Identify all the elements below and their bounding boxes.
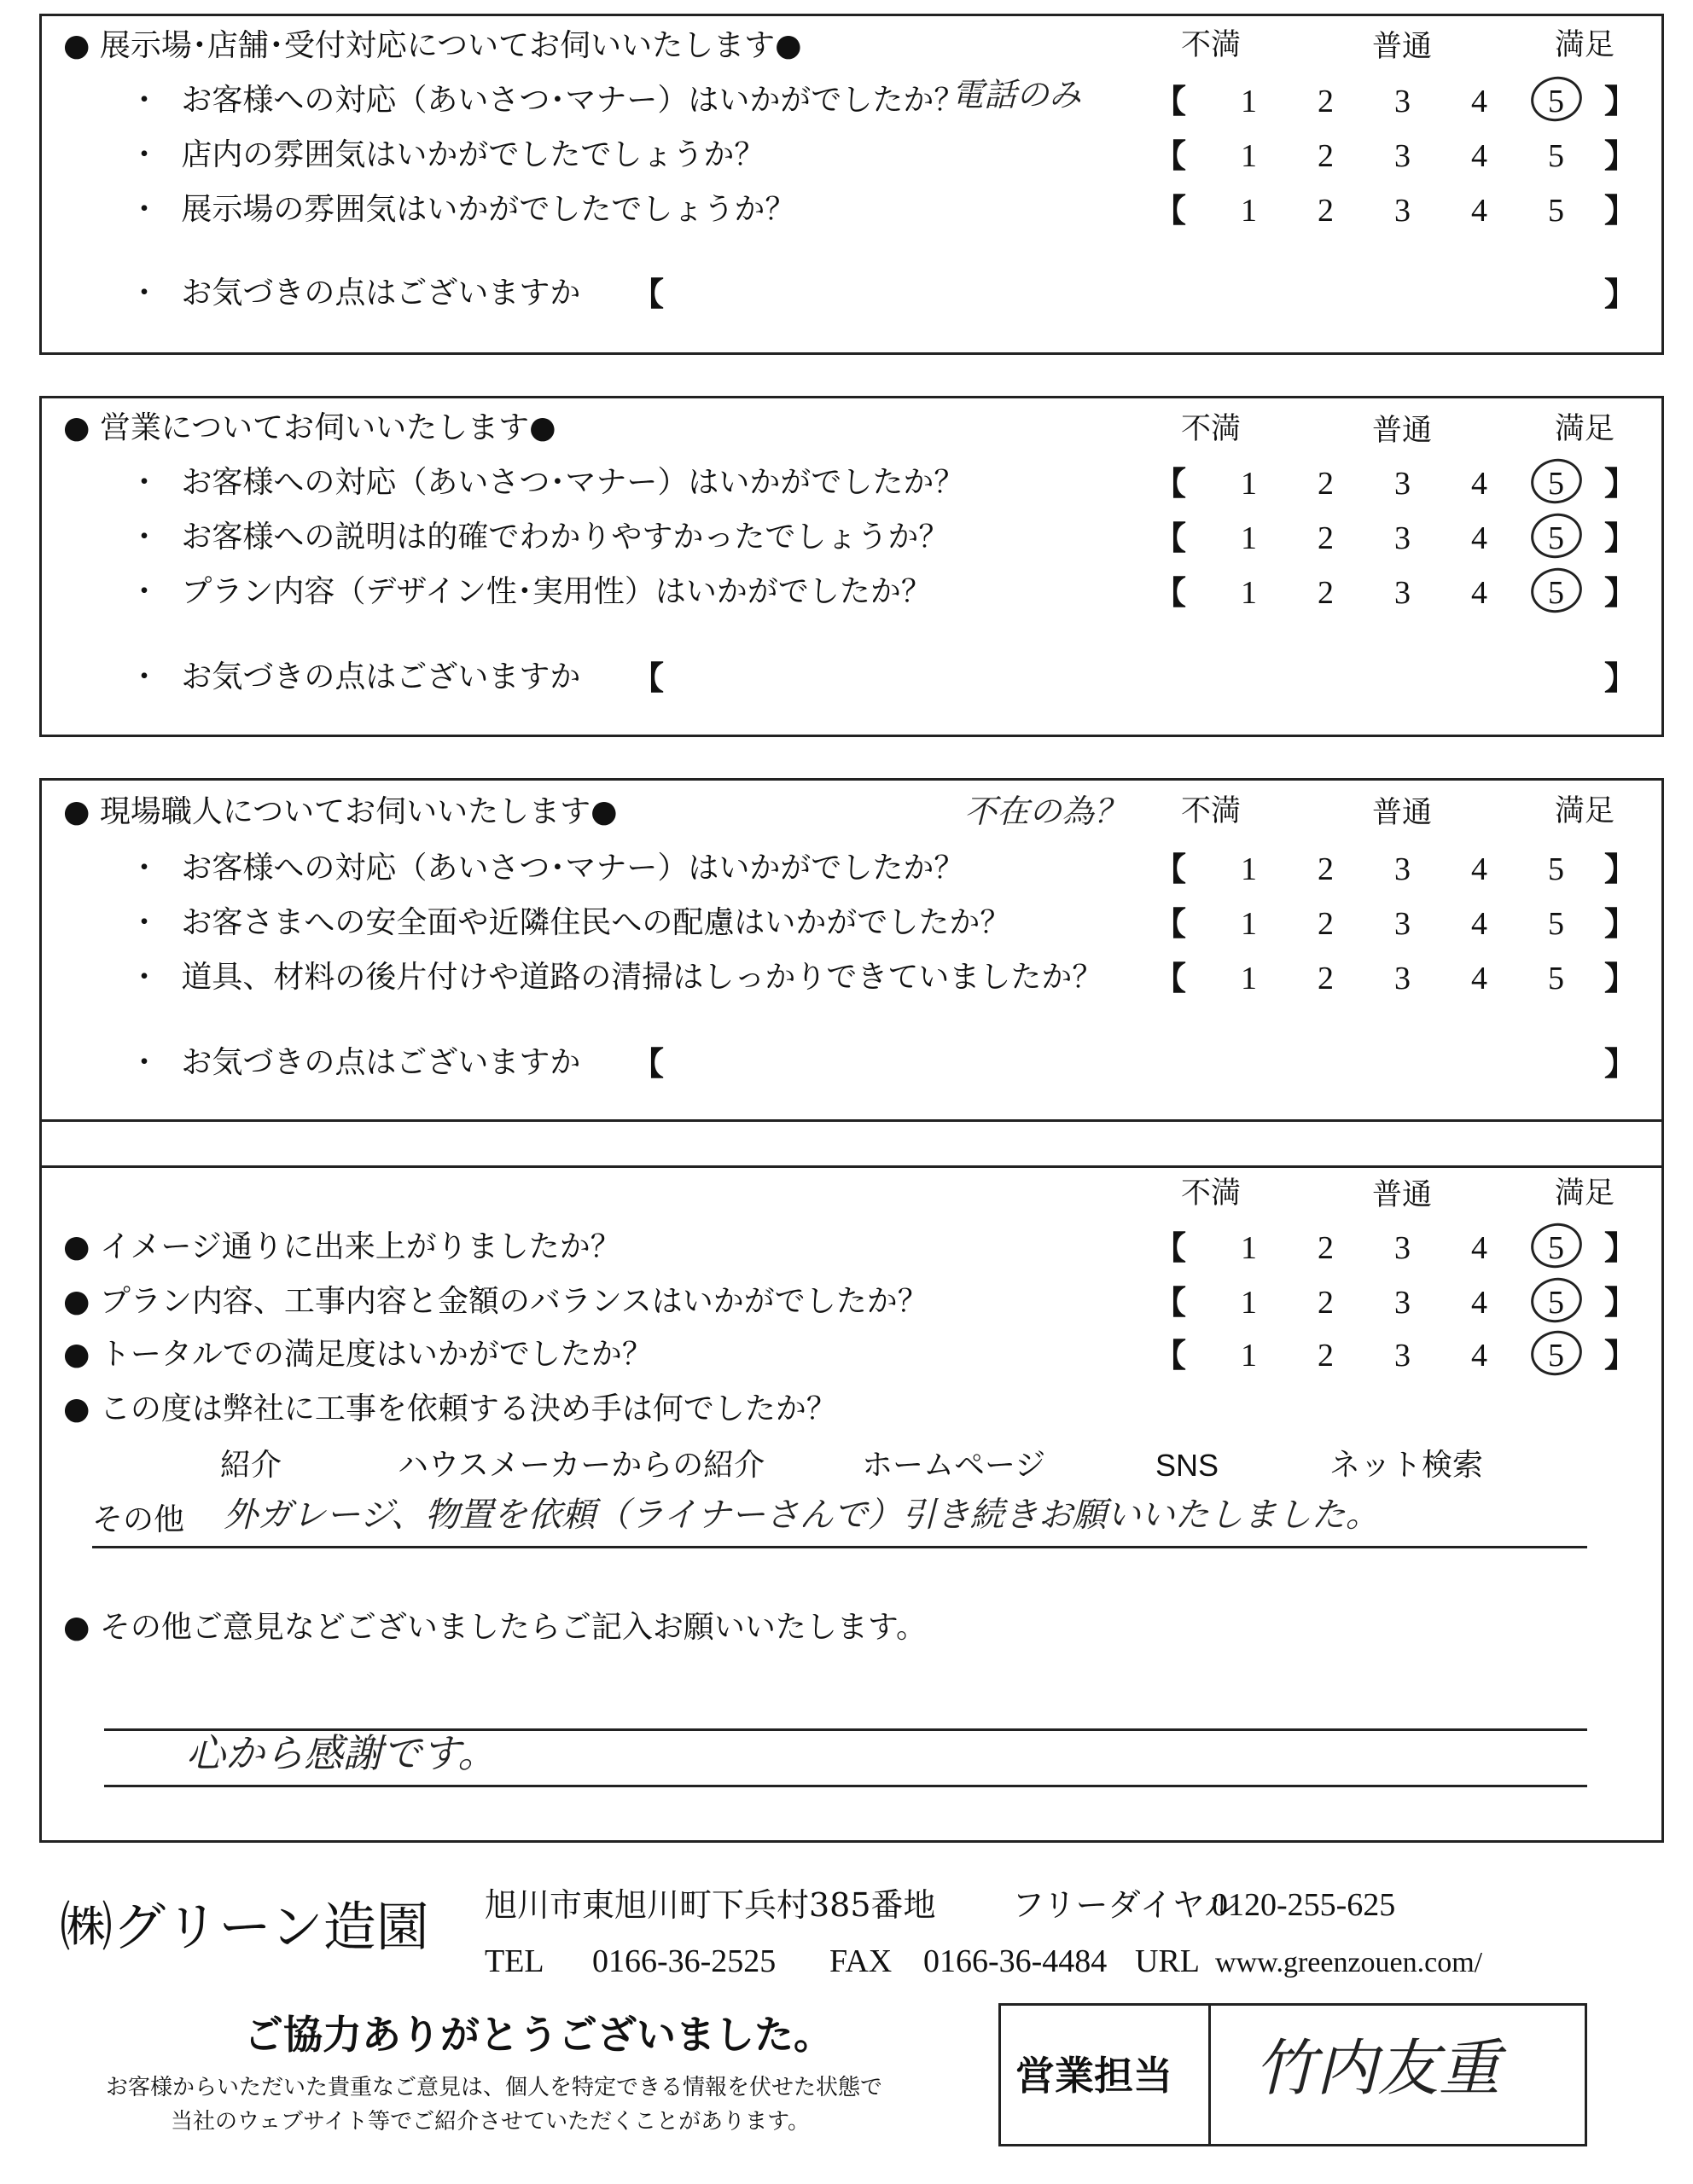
- rating-option-4: 4: [1471, 520, 1487, 556]
- question-text: ● イメージ通りに出来上がりましたか？: [63, 1229, 621, 1264]
- rating-option-5: 5: [1548, 138, 1564, 174]
- scale-high-label: 満足: [1555, 1176, 1615, 1211]
- rating-option-2: 2: [1318, 1338, 1334, 1374]
- question-text: ･ 店内の雰囲気はいかがでしたでしょうか？: [137, 137, 765, 172]
- scale-low-label: 不満: [1181, 1176, 1242, 1211]
- comment-bracket-open: 【: [631, 1044, 665, 1083]
- fax-number: 0166-36-4484: [923, 1943, 1108, 1979]
- rating-option-4: 4: [1471, 906, 1487, 942]
- tel-number: 0166-36-2525: [592, 1943, 777, 1979]
- scale-mid-label: 普通: [1372, 1178, 1433, 1212]
- handwritten-note: 不在の為？: [964, 793, 1127, 830]
- thanks-message: ご協力ありがとうございました。: [244, 2012, 833, 2058]
- question-text: ● その他ご意見などございましたらご記入お願いいたします。: [63, 1610, 927, 1645]
- rating-option-2: 2: [1318, 84, 1334, 119]
- rating-option-1: 1: [1241, 1338, 1257, 1374]
- comment-bracket-close: 】: [1604, 1044, 1638, 1083]
- rating-option-1: 1: [1241, 193, 1257, 229]
- rating-option-5: 5: [1548, 84, 1564, 119]
- rating-option-3: 3: [1394, 961, 1411, 996]
- disclaimer-line: 当社のウェブサイト等でご紹介させていただくことがあります。: [171, 2109, 811, 2135]
- freedial-number: 0120-255-625: [1212, 1887, 1396, 1923]
- comment-bracket-open: 【: [631, 659, 665, 697]
- question-text: ● プラン内容、工事内容と金額のバランスはいかがでしたか？: [63, 1284, 928, 1319]
- other-label: その他: [92, 1502, 185, 1537]
- scale-mid-label: 普通: [1372, 414, 1433, 448]
- question-text: ･ 展示場の雰囲気はいかがでしたでしょうか？: [137, 192, 796, 227]
- rating-option-1: 1: [1241, 851, 1257, 887]
- decision-option: ホームページ: [862, 1448, 1046, 1483]
- rating-option-1: 1: [1241, 84, 1257, 119]
- scale-high-label: 満足: [1555, 28, 1615, 62]
- rating-bracket-open: 【: [1154, 82, 1187, 120]
- rating-bracket-open: 【: [1154, 959, 1187, 997]
- rating-bracket-close: 】: [1604, 1283, 1638, 1321]
- question-text: ･ お客様への対応（あいさつ･マナー）はいかがでしたか？: [137, 851, 965, 886]
- other-answer: 外ガレージ、物置を依頼（ライナーさんで）引き続きお願いいたしました。: [224, 1496, 1380, 1535]
- question-text: ･ お客様への対応（あいさつ･マナー）はいかがでしたか？: [137, 83, 965, 118]
- rating-option-2: 2: [1318, 193, 1334, 229]
- decision-option: ハウスメーカーからの紹介: [398, 1448, 765, 1483]
- decision-option: SNS: [1155, 1448, 1219, 1483]
- rating-option-5: 5: [1548, 961, 1564, 996]
- rating-bracket-close: 】: [1604, 1336, 1638, 1374]
- rating-option-2: 2: [1318, 961, 1334, 996]
- freedial-label: フリーダイヤル: [1012, 1886, 1237, 1924]
- section-heading: ● 展示場･店舗･受付対応についてお伺いいたします●: [63, 28, 802, 63]
- rating-option-2: 2: [1318, 520, 1334, 556]
- rating-option-1: 1: [1241, 520, 1257, 556]
- rating-option-2: 2: [1318, 1230, 1334, 1266]
- decision-option: 紹介: [220, 1448, 282, 1483]
- scale-mid-label: 普通: [1372, 796, 1433, 830]
- staff-label: 営業担当: [1015, 2053, 1172, 2099]
- rating-option-3: 3: [1394, 193, 1411, 229]
- company-name: ㈱グリーン造園: [60, 1896, 429, 1958]
- rating-option-5: 5: [1548, 466, 1564, 502]
- rating-option-5: 5: [1548, 906, 1564, 942]
- rating-option-2: 2: [1318, 906, 1334, 942]
- rating-option-3: 3: [1394, 575, 1411, 611]
- rating-bracket-open: 【: [1154, 1336, 1187, 1374]
- question-text: ･ 道具、材料の後片付けや道路の清掃はしっかりできていましたか？: [137, 960, 1103, 995]
- rating-bracket-open: 【: [1154, 519, 1187, 557]
- rating-option-1: 1: [1241, 466, 1257, 502]
- rating-option-4: 4: [1471, 84, 1487, 119]
- rating-option-3: 3: [1394, 1338, 1411, 1374]
- rating-option-5: 5: [1548, 851, 1564, 887]
- opinion-line: [104, 1785, 1587, 1787]
- section-divider: [39, 1165, 1664, 1168]
- rating-option-5: 5: [1548, 575, 1564, 611]
- rating-bracket-open: 【: [1154, 191, 1187, 229]
- rating-option-3: 3: [1394, 84, 1411, 119]
- rating-option-2: 2: [1318, 466, 1334, 502]
- rating-option-3: 3: [1394, 520, 1411, 556]
- rating-option-3: 3: [1394, 851, 1411, 887]
- rating-option-3: 3: [1394, 466, 1411, 502]
- other-answer-line: [92, 1546, 1587, 1548]
- rating-bracket-open: 【: [1154, 136, 1187, 175]
- rating-option-4: 4: [1471, 1338, 1487, 1374]
- rating-bracket-close: 】: [1604, 850, 1638, 888]
- rating-option-5: 5: [1548, 193, 1564, 229]
- comment-bracket-close: 】: [1604, 275, 1638, 313]
- scale-low-label: 不満: [1181, 412, 1242, 446]
- rating-option-3: 3: [1394, 906, 1411, 942]
- question-text: ● トータルでの満足度はいかがでしたか？: [63, 1337, 653, 1372]
- rating-option-4: 4: [1471, 851, 1487, 887]
- comment-bracket-close: 】: [1604, 659, 1638, 697]
- rating-bracket-close: 】: [1604, 959, 1638, 997]
- rating-bracket-open: 【: [1154, 1283, 1187, 1321]
- rating-bracket-close: 】: [1604, 519, 1638, 557]
- rating-option-1: 1: [1241, 138, 1257, 174]
- comment-bracket-open: 【: [631, 275, 665, 313]
- rating-bracket-close: 】: [1604, 82, 1638, 120]
- section-heading: ● 営業についてお伺いいたします●: [63, 410, 556, 445]
- rating-option-3: 3: [1394, 138, 1411, 174]
- rating-bracket-close: 】: [1604, 191, 1638, 229]
- rating-option-2: 2: [1318, 138, 1334, 174]
- rating-option-4: 4: [1471, 961, 1487, 996]
- fax-label: FAX: [829, 1943, 893, 1979]
- staff-name: 竹内友重: [1254, 2032, 1501, 2104]
- rating-bracket-close: 】: [1604, 464, 1638, 502]
- question-text: ･ お客様への対応（あいさつ･マナー）はいかがでしたか？: [137, 465, 965, 500]
- rating-option-4: 4: [1471, 1230, 1487, 1266]
- question-text: ● この度は弊社に工事を依頼する決め手は何でしたか？: [63, 1391, 837, 1426]
- rating-option-1: 1: [1241, 1285, 1257, 1321]
- rating-option-5: 5: [1548, 1230, 1564, 1266]
- comment-prompt: ･ お気づきの点はございますか: [137, 1045, 581, 1080]
- rating-option-5: 5: [1548, 1285, 1564, 1321]
- rating-option-4: 4: [1471, 466, 1487, 502]
- rating-bracket-open: 【: [1154, 904, 1187, 943]
- rating-option-4: 4: [1471, 575, 1487, 611]
- rating-option-2: 2: [1318, 1285, 1334, 1321]
- rating-bracket-close: 】: [1604, 573, 1638, 612]
- rating-option-5: 5: [1548, 520, 1564, 556]
- rating-option-4: 4: [1471, 193, 1487, 229]
- question-text: ･ プラン内容（デザイン性･実用性）はいかがでしたか？: [137, 574, 932, 609]
- rating-option-1: 1: [1241, 906, 1257, 942]
- rating-option-4: 4: [1471, 138, 1487, 174]
- decision-option: ネット検索: [1329, 1448, 1484, 1483]
- rating-option-1: 1: [1241, 575, 1257, 611]
- rating-bracket-close: 】: [1604, 1228, 1638, 1267]
- rating-option-2: 2: [1318, 575, 1334, 611]
- rating-option-2: 2: [1318, 851, 1334, 887]
- question-text: ･ お客さまへの安全面や近隣住民への配慮はいかがでしたか？: [137, 905, 1011, 940]
- rating-bracket-open: 【: [1154, 573, 1187, 612]
- staff-box-divider: [1208, 2003, 1211, 2146]
- comment-prompt: ･ お気づきの点はございますか: [137, 276, 581, 311]
- disclaimer-line: お客様からいただいた貴重なご意見は、個人を特定できる情報を伏せた状態で: [106, 2075, 883, 2100]
- tel-label: TEL: [485, 1943, 544, 1979]
- website-url: www.greenzouen.com/: [1215, 1947, 1483, 1978]
- scale-mid-label: 普通: [1372, 30, 1433, 64]
- rating-option-1: 1: [1241, 961, 1257, 996]
- rating-bracket-open: 【: [1154, 464, 1187, 502]
- scale-low-label: 不満: [1181, 794, 1242, 828]
- rating-bracket-open: 【: [1154, 850, 1187, 888]
- rating-option-5: 5: [1548, 1338, 1564, 1374]
- comment-prompt: ･ お気づきの点はございますか: [137, 659, 581, 694]
- opinion-answer: 心から感謝です。: [186, 1730, 497, 1776]
- rating-bracket-close: 】: [1604, 136, 1638, 175]
- rating-option-1: 1: [1241, 1230, 1257, 1266]
- scale-high-label: 満足: [1555, 794, 1615, 828]
- question-text: ･ お客様への説明は的確でわかりやすかったでしょうか？: [137, 520, 950, 555]
- rating-option-4: 4: [1471, 1285, 1487, 1321]
- section-divider: [39, 1119, 1664, 1122]
- rating-bracket-open: 【: [1154, 1228, 1187, 1267]
- section-heading: ● 現場職人についてお伺いいたします●: [63, 794, 618, 829]
- rating-option-3: 3: [1394, 1285, 1411, 1321]
- company-address: 旭川市東旭川町下兵村385番地: [485, 1886, 936, 1924]
- url-label: URL: [1135, 1943, 1200, 1979]
- scale-low-label: 不満: [1181, 28, 1242, 62]
- handwritten-note: 電話のみ: [951, 76, 1082, 113]
- rating-bracket-close: 】: [1604, 904, 1638, 943]
- rating-option-3: 3: [1394, 1230, 1411, 1266]
- scale-high-label: 満足: [1555, 412, 1615, 446]
